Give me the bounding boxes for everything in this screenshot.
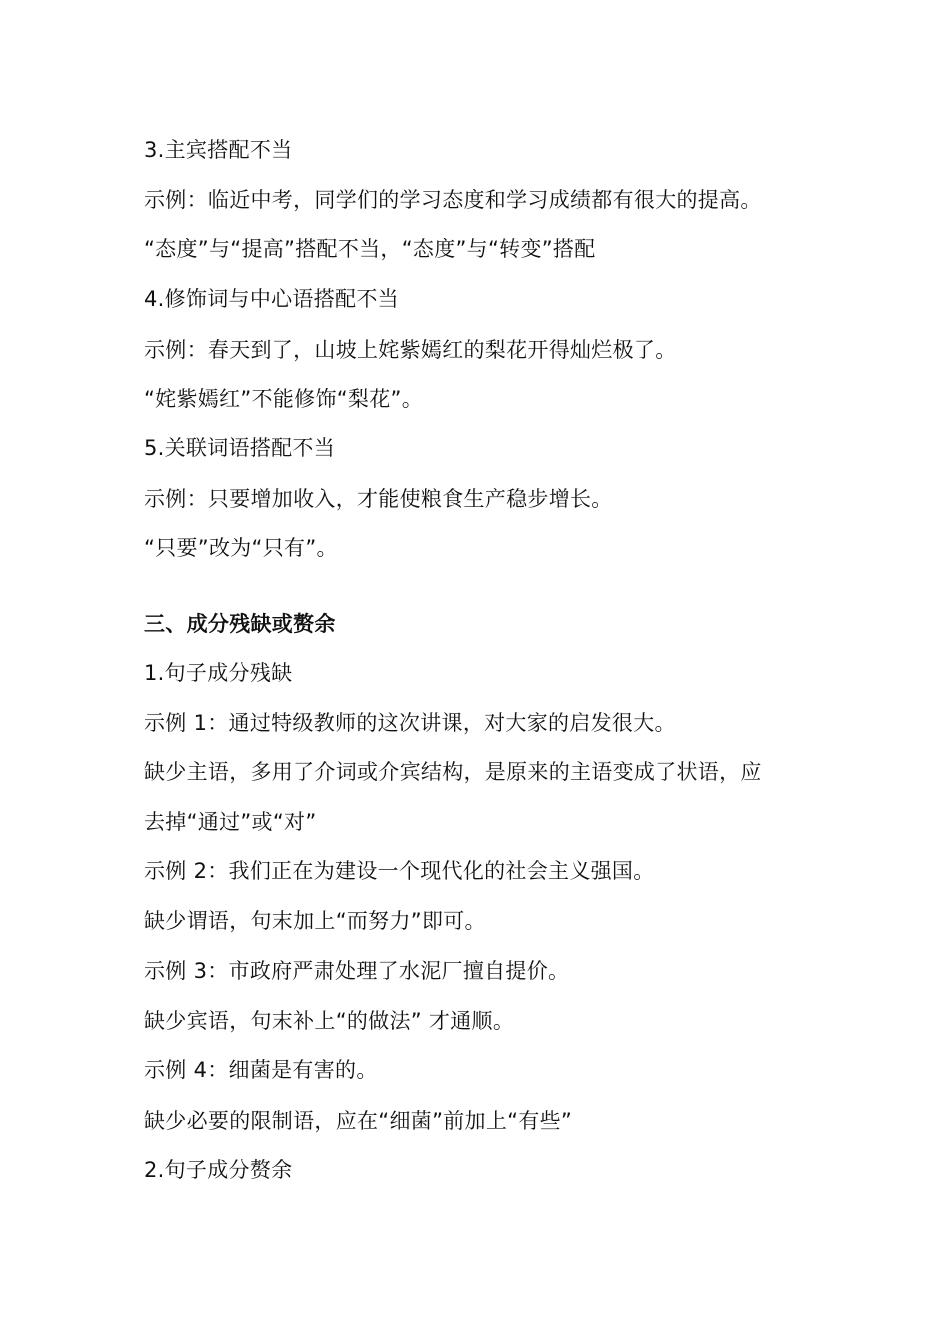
example-text: 示例：只要增加收入，才能使粮食生产稳步增长。 <box>144 487 613 511</box>
explanation-text: 缺少主语，多用了介词或介宾结构，是原来的主语变成了状语，应 <box>144 760 762 784</box>
example-text: 示例 3：市政府严肃处理了水泥厂擅自提价。 <box>144 959 570 983</box>
example-text: 示例 4：细菌是有害的。 <box>144 1058 378 1082</box>
example-text: 示例 2：我们正在为建设一个现代化的社会主义强国。 <box>144 859 655 883</box>
example-text: 示例：春天到了，山坡上姹紫嫣红的梨花开得灿烂极了。 <box>144 338 677 362</box>
explanation-text: 缺少谓语，句末加上“而努力”即可。 <box>144 909 486 933</box>
subheading-5: 5.关联词语搭配不当 <box>144 436 336 460</box>
explanation-text: “态度”与“提高”搭配不当，“态度”与“转变”搭配 <box>144 237 596 261</box>
subheading-1: 1.句子成分残缺 <box>144 661 293 685</box>
explanation-text: “只要”改为“只有”。 <box>144 536 338 560</box>
example-text: 示例：临近中考，同学们的学习态度和学习成绩都有很大的提高。 <box>144 188 762 212</box>
subheading-2: 2.句子成分赘余 <box>144 1158 293 1182</box>
explanation-text: 缺少宾语，句末补上“的做法” 才通顺。 <box>144 1009 515 1033</box>
explanation-text: 缺少必要的限制语，应在“细菌”前加上“有些” <box>144 1109 573 1133</box>
subheading-3: 3.主宾搭配不当 <box>144 138 293 162</box>
subheading-4: 4.修饰词与中心语搭配不当 <box>144 287 399 311</box>
example-text: 示例 1：通过特级教师的这次讲课，对大家的启发很大。 <box>144 711 676 735</box>
explanation-text: “姹紫嫣红”不能修饰“梨花”。 <box>144 387 424 411</box>
explanation-text: 去掉“通过”或“对” <box>144 810 317 834</box>
section-heading: 三、成分残缺或赘余 <box>144 612 336 636</box>
